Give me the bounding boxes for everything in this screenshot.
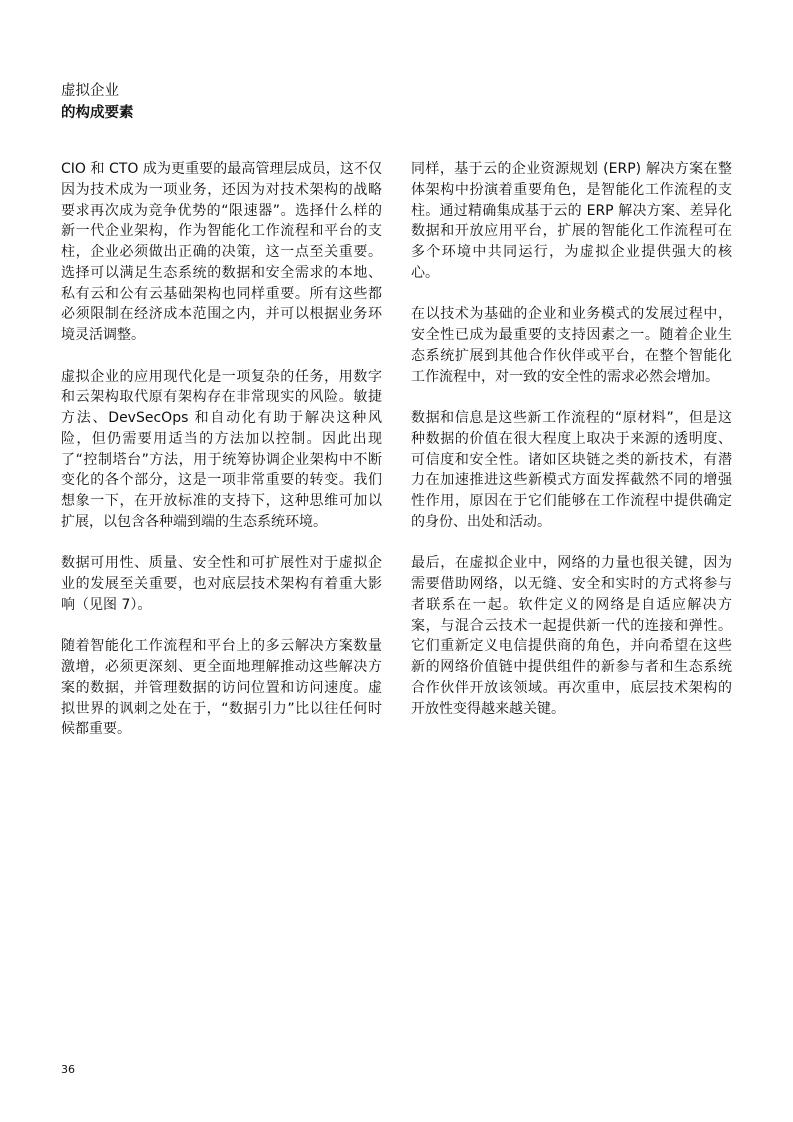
paragraph: 数据和信息是这些新工作流程的“原材料”，但是这种数据的价值在很大程度上取决于来源的透明度、可信度和安全性。诸如区块链之类的新技术，有潜力在加速推进这些新模式方面发挥截然不同的增强性作用，原因在于它们能够在工作流程中提供确定的身份、出处和活动。 bbox=[411, 410, 732, 530]
paragraph: 在以技术为基础的企业和业务模式的发展过程中，安全性已成为最重要的支持因素之一。随着企业生态系统扩展到其他合作伙伴或平台，在整个智能化工作流程中，对一致的安全性的需求必然会增加。 bbox=[411, 306, 732, 385]
paragraph: 同样，基于云的企业资源规划 (ERP) 解决方案在整体架构中扮演着重要角色，是智能化工作流程的支柱。通过精确集成基于云的 ERP 解决方案、差异化数据和开放应用平台，扩展的智能化工作流程可在多个环境中共同运行，为虚拟企业提供强大的核心。 bbox=[411, 161, 732, 281]
paragraph: 数据可用性、质量、安全性和可扩展性对于虚拟企业的发展至关重要，也对底层技术架构有着重大影响（见图 7）。 bbox=[61, 555, 382, 613]
right-column bbox=[411, 159, 732, 740]
page-number: 36 bbox=[61, 1063, 75, 1076]
section-header bbox=[61, 80, 381, 124]
paragraph: 随着智能化工作流程和平台上的多云解决方案数量激增，必须更深刻、更全面地理解推动这些解决方案的数据，并管理数据的访问位置和访问速度。虚拟世界的讽刺之处在于，“数据引力”比以往任何时候都重要。 bbox=[61, 638, 382, 738]
paragraph: 最后，在虚拟企业中，网络的力量也很关键，因为需要借助网络，以无缝、安全和实时的方式将参与者联系在一起。软件定义的网络是自适应解决方案，与混合云技术一起提供新一代的连接和弹性。它们重新定义电信提供商的角色，并向希望在这些新的网络价值链中提供组件的新参与者和生态系统合作伙伴开放该领域。再次重申，底层技术架构的开放性变得越来越关键。 bbox=[411, 555, 732, 717]
section-subtitle: 的构成要素 bbox=[61, 105, 134, 121]
section-title: 虚拟企业 bbox=[61, 83, 119, 99]
paragraph: CIO 和 CTO 成为更重要的最高管理层成员，这不仅因为技术成为一项业务，还因为对技术架构的战略要求再次成为竞争优势的“限速器”。选择什么样的新一代企业架构，作为智能化工作流程和平台的支柱，企业必须做出正确的决策，这一点至关重要。选择可以满足生态系统的数据和安全需求的本地、私有云和公有云基础架构也同样重要。所有这些都必须限制在经济成本范围之内，并可以根据业务环境灵活调整。 bbox=[61, 161, 382, 343]
paragraph: 虚拟企业的应用现代化是一项复杂的任务，用数字和云架构取代原有架构存在非常现实的风险。敏捷方法、DevSecOps 和自动化有助于解决这种风险，但仍需要用适当的方法加以控制。因此出现了“控制塔台”方法，用于统筹协调企业架构中不断变化的各个部分，这是一项非常重要的转变。我们想象一下，在开放标准的支持下，这种思维可加以扩展，以包含各种端到端的生态系统环境。 bbox=[61, 368, 382, 530]
left-column bbox=[61, 159, 382, 761]
